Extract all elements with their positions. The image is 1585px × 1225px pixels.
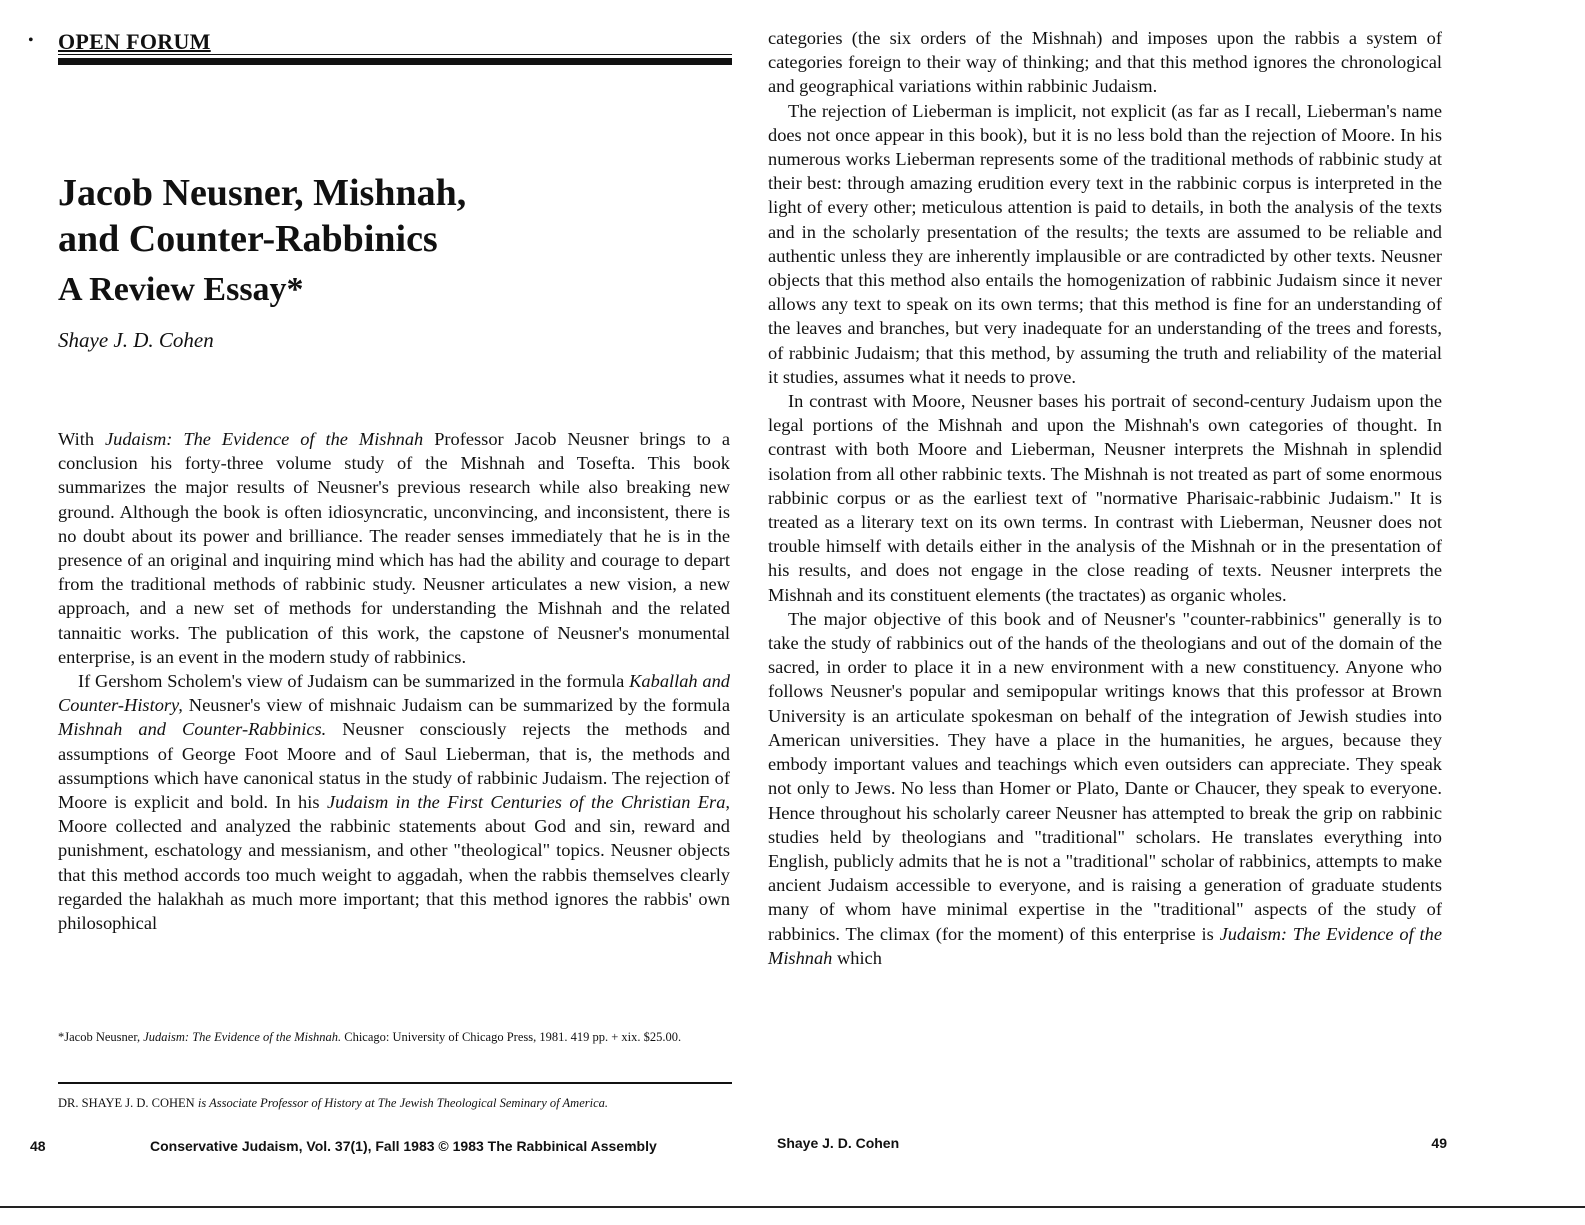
right-paragraph-1: categories (the six orders of the Mishnah) and imposes upon the rabbis a system of categories foreign to their way of thinking; and that this method ignores the chronological and geographical variations within rabbinic Judaism. (768, 28, 1442, 97)
bio-name: DR. SHAYE J. D. COHEN (58, 1096, 198, 1110)
neusner-formula-italic: Mishnah and Counter-Rabbinics. (58, 719, 327, 740)
paragraph-1-text: Professor Jacob Neusner brings to a conclusion his forty-three volume study of the Mishnah and Tosefta. This book summarizes the major results of Neusner's previous research while also breaking new ground. Although the book is often idiosyncratic, unconvincing, and inconsistent, there is no doubt about its power and brilliance. The reader senses immediately that he is in the presence of an original and inquiring mind which has had the ability and courage to depart from the traditional methods of rabbinic study. Neusner articulates a new vision, a new approach, and a new set of methods for understanding the Mishnah and the related tannaitic works. The publication of this work, the capstone of Neusner's monumental enterprise, is an event in the modern study of rabbinics. (58, 429, 730, 667)
right-body-text (768, 26, 1442, 970)
author-bio (58, 1094, 730, 1112)
article-title (58, 170, 718, 262)
footnote-text-c: Chicago: University of Chicago Press, 1981. 419 pp. + xix. $25.00. (341, 1030, 682, 1044)
right-book-title-italic: Judaism: The Evidence of the Mishnah (768, 923, 1442, 968)
paragraph-2-text-e: Neusner consciously rejects the methods and assumptions of George Foot Moore and of Saul Lieberman, that is, the methods and assumptions which have canonical status in the study of rabbinic Judaism. The rejection of Moore is explicit and bold. In his (58, 719, 730, 813)
paragraph-1-lead: With (58, 429, 105, 449)
section-heading-label: OPEN FORUM (58, 29, 211, 54)
page-number-left: 48 (30, 1138, 46, 1154)
paragraph-2-text-g: Moore collected and analyzed the rabbinic statements about God and sin, reward and punishment, eschatology and messianism, and other "theological" topics. Neusner objects that this method accords too much weight to aggadah, when the rabbis themselves clearly regarded the halakhah as much more important; that this method ignores the rabbis' own philosophical (58, 816, 730, 934)
footnote-text-a: *Jacob Neusner, (58, 1030, 144, 1044)
moore-book-italic: Judaism in the First Centuries of the Christian Era, (326, 792, 730, 813)
book-title-italic: Judaism: The Evidence of the Mishnah (104, 429, 424, 449)
author-byline: Shaye J. D. Cohen (58, 328, 214, 352)
right-paragraph-2: The rejection of Lieberman is implicit, not explicit (as far as I recall, Lieberman's name does not once appear in this book), but it is no less bold than the rejection of Moore. In his numerous works Lieberman represents some of the traditional methods of rabbinic study at their best: through amazing erudition every text in the rabbinic corpus is interpreted in the light of every other; meticulous attention is paid to details, in both the analysis of the texts and in the scholarly presentation of the results; the texts are assumed to be reliable and authentic unless they are inherently implausible or are contradicted by other texts. Neusner objects that this method also entails the homogenization of rabbinic Judaism since it never allows any text to speak on its own terms; that this method is fine for an understanding of the leaves and branches, but very inadequate for an understanding of the trees and forests, of rabbinic Judaism; that this method, by assuming the truth and reliability of the material it studies, assumes what it needs to prove. (768, 100, 1442, 387)
title-line-2: and Counter-Rabbinics (58, 218, 438, 260)
paragraph-2-text-a: If Gershom Scholem's view of Judaism can be summarized in the formula (78, 671, 630, 692)
heading-rule (58, 58, 732, 65)
footnote-book-italic: Judaism: The Evidence of the Mishnah. (143, 1030, 342, 1044)
left-page (0, 0, 790, 1225)
journal-citation: Conservative Judaism, Vol. 37(1), Fall 1983 © 1983 The Rabbinical Assembly (150, 1138, 657, 1154)
paragraph-2-text-c: Neusner's view of mishnaic Judaism can be summarized by the formula (182, 695, 730, 716)
footer-rule (58, 1082, 732, 1084)
footnote (58, 1028, 730, 1046)
right-paragraph-3: In contrast with Moore, Neusner bases his portrait of second-century Judaism upon the legal portions of the Mishnah and upon the Mishnah's own categories of thought. In contrast with both Moore and Lieberman, Neusner interprets the Mishnah in splendid isolation from all other rabbinic texts. The Mishnah is not treated as part of some enormous rabbinic corpus or as the earliest text of "normative Pharisaic-rabbinic Judaism." It is treated as a literary text on its own terms. In contrast with Lieberman, Neusner does not trouble himself with details either in the analysis of the Mishnah or in the presentation of his results, and does not engage in the close reading of texts. Neusner interprets the Mishnah and its constituent elements (the tractates) as organic wholes. (768, 391, 1442, 605)
margin-bullet: • (28, 32, 34, 49)
paragraph-1 (58, 427, 730, 669)
bio-affiliation: is Associate Professor of History at The Jewish Theological Seminary of America. (197, 1096, 608, 1110)
left-body-text (58, 427, 730, 935)
right-paragraph-4-text: The major objective of this book and of Neusner's "counter-rabbinics" generally is to take the study of rabbinics out of the hands of the theologians and out of the domain of the sacred, in order to place it in a new environment with a new constituency. Anyone who follows Neusner's popular and semipopular writings knows that this professor at Brown University is an articulate spokesman on behalf of the integration of Jewish studies into American universities. They have a place in the humanities, he argues, because they embody important values and teachings which even outsiders can appreciate. They speak not only to Jews. No less than Homer or Plato, Dante or Chaucer, they speak to everyone. Hence throughout his scholarly career Neusner has attempted to break the grip on rabbinic studies held by theologians and "traditional" scholars. He translates everything into English, publicly admits that he is not a "traditional" scholar of rabbinics, attempts to make ancient Judaism accessible to everyone, and is raising a generation of graduate students many of whom have minimal expertise in the "traditional" aspects of the study of rabbinics. The climax (for the moment) of this enterprise is (768, 608, 1442, 944)
paragraph-2 (58, 669, 730, 935)
scholem-formula-italic: Kaballah and Counter-History, (58, 671, 731, 716)
right-paragraph-4 (768, 607, 1442, 970)
running-head-author: Shaye J. D. Cohen (777, 1135, 900, 1151)
article-subtitle: A Review Essay* (58, 271, 304, 308)
title-line-1: Jacob Neusner, Mishnah, (58, 172, 467, 214)
scan-bottom-edge (0, 1206, 1585, 1208)
page-number-right: 49 (1431, 1135, 1447, 1151)
section-heading (58, 30, 732, 55)
right-paragraph-4-end: which (832, 947, 882, 968)
